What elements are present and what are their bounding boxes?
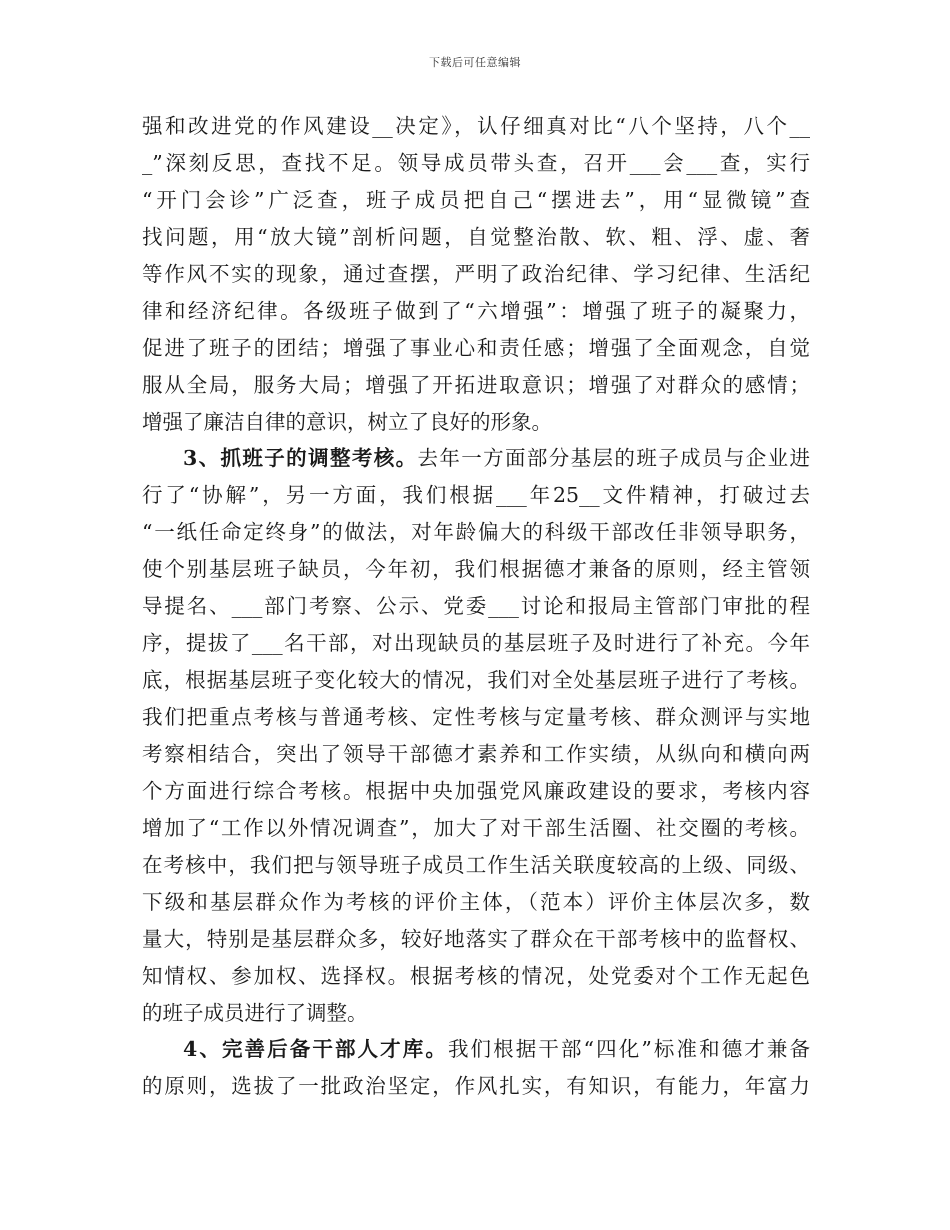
line-text: 我们根据干部“四化”标准和德才兼备: [447, 1037, 810, 1062]
page-header: 下载后可任意编辑: [429, 56, 521, 69]
text-line: [142, 514, 810, 551]
line-text: 的班子成员进行了调整。: [142, 1000, 368, 1025]
text-line: [142, 588, 810, 625]
text-line: [142, 182, 810, 219]
line-text: 个方面进行综合考核。根据中央加强党风廉政建设的要求，考核内容: [142, 778, 810, 803]
text-line: [142, 847, 810, 884]
text-line: [142, 1068, 810, 1105]
line-text: 我们把重点考核与普通考核、定性考核与定量考核、群众测评与实地: [142, 705, 810, 729]
text-line: [142, 773, 810, 810]
line-text: 增加了“工作以外情况调查”，加大了对干部生活圈、社交圈的考核。: [142, 815, 810, 840]
text-line: [142, 662, 810, 699]
line-text: 去年一方面部分基层的班子成员与企业进: [417, 446, 811, 471]
text-line: [142, 219, 810, 256]
text-line: [142, 921, 810, 958]
text-line: [142, 440, 810, 477]
line-text: 知情权、参加权、选择权。根据考核的情况，处党委对个工作无起色: [142, 963, 810, 988]
line-text: 底，根据基层班子变化较大的情况，我们对全处基层班子进行了考核。: [142, 668, 810, 693]
text-line: [142, 884, 810, 921]
text-line: [142, 736, 810, 773]
text-line: [142, 958, 810, 995]
line-text: 考察相结合，突出了领导干部德才素养和工作实绩，从纵向和横向两: [142, 741, 810, 766]
section-heading: 4、完善后备干部人才库。: [183, 1037, 448, 1062]
line-text: 量大，特别是基层群众多，较好地落实了群众在干部考核中的监督权、: [142, 926, 810, 951]
text-line: [142, 367, 810, 404]
section-heading: 3、抓班子的调整考核。: [183, 446, 418, 471]
text-line: [142, 477, 810, 514]
text-line: [142, 108, 810, 145]
text-line: [142, 1031, 810, 1068]
line-text: 使个别基层班子缺员，今年初，我们根据德才兼备的原则，经主管领: [142, 557, 810, 582]
line-text: 强和改进党的作风建设__决定》，认仔细真对比“八个坚持，八个__: [142, 114, 810, 138]
line-text: 序，提拔了___名干部，对出现缺员的基层班子及时进行了补充。今年: [142, 631, 810, 656]
text-line: [142, 810, 810, 847]
line-text: 律和经济纪律。各级班子做到了“六增强”：增强了班子的凝聚力，: [142, 298, 810, 323]
text-line: [142, 256, 810, 293]
text-line: [142, 330, 810, 367]
line-text: 行了“协解”，另一方面，我们根据___年25__文件精神，打破过去: [142, 483, 810, 508]
line-text: 在考核中，我们把与领导班子成员工作生活关联度较高的上级、同级、: [142, 852, 810, 877]
text-line: [142, 995, 810, 1032]
line-text: 服从全局，服务大局；增强了开拓进取意识；增强了对群众的感情；: [142, 372, 810, 397]
line-text: 找问题，用“放大镜”剖析问题，自觉整治散、软、粗、浮、虚、奢: [142, 224, 810, 249]
line-text: _”深刻反思，查找不足。领导成员带头查，召开___会___查，实行: [142, 150, 810, 175]
text-line: [142, 625, 810, 662]
line-text: 下级和基层群众作为考核的评价主体，（范本）评价主体层次多，数: [142, 889, 810, 914]
line-text: 的原则，选拔了一批政治坚定，作风扎实，有知识，有能力，年富力: [142, 1074, 810, 1099]
line-text: 促进了班子的团结；增强了事业心和责任感；增强了全面观念，自觉: [142, 335, 810, 360]
text-line: [142, 699, 810, 736]
line-text: 增强了廉洁自律的意识，树立了良好的形象。: [142, 409, 552, 434]
text-line: [142, 551, 810, 588]
line-text: “一纸任命定终身”的做法，对年龄偏大的科级干部改任非领导职务，: [142, 520, 810, 545]
body-text: [142, 108, 810, 1105]
text-line: [142, 293, 810, 330]
text-line: [142, 145, 810, 182]
line-text: 等作风不实的现象，通过查摆，严明了政治纪律、学习纪律、生活纪: [142, 261, 810, 286]
line-text: 导提名、___部门考察、公示、党委___讨论和报局主管部门审批的程: [142, 594, 810, 619]
line-text: “开门会诊”广泛查，班子成员把自己“摆进去”，用“显微镜”查: [142, 187, 810, 212]
text-line: [142, 404, 810, 441]
